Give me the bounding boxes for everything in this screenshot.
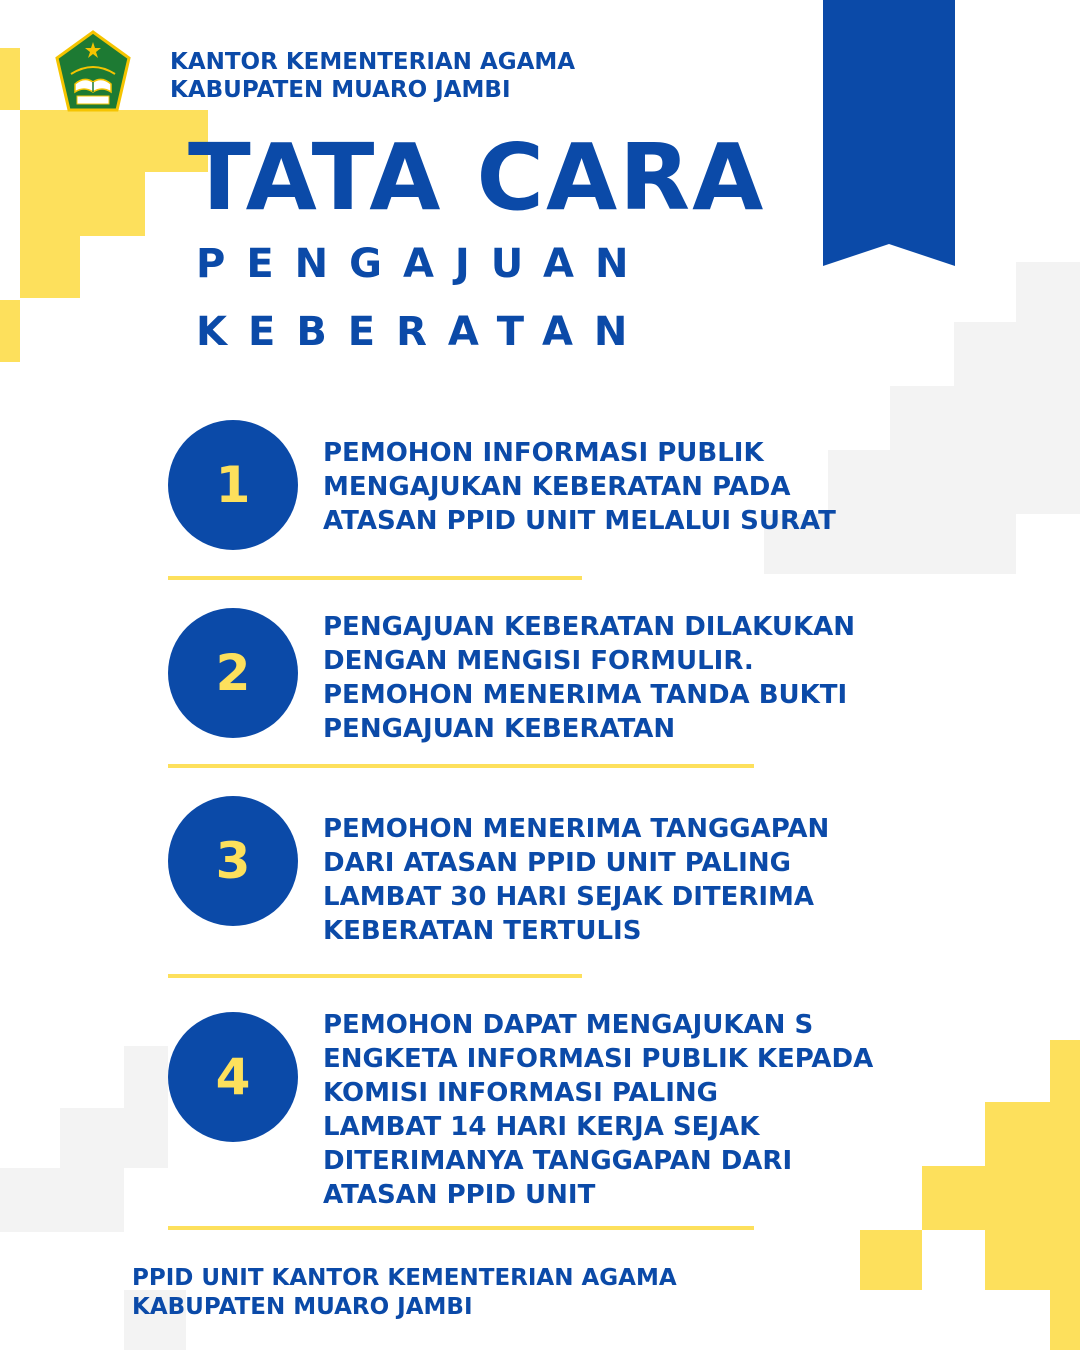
decor-yellow-block — [20, 172, 145, 236]
footer-line-2: KABUPATEN MUARO JAMBI — [132, 1294, 473, 1320]
decor-yellow-block — [1050, 1040, 1080, 1102]
step-description: PEMOHON MENERIMA TANGGAPAN DARI ATASAN PPID UNIT PALING LAMBAT 30 HARI SEJAK DITERIMA KEBERATAN TERTULIS — [323, 814, 830, 946]
decor-yellow-block — [20, 110, 208, 172]
page-subtitle-1: PENGAJUAN — [196, 241, 650, 287]
decor-yellow-block — [0, 300, 20, 362]
decor-gray-block — [954, 322, 1080, 386]
step-divider — [168, 974, 582, 978]
header-line-1: KANTOR KEMENTERIAN AGAMA — [170, 49, 576, 75]
step-number-badge: 4 — [168, 1012, 298, 1142]
page-subtitle-2: KEBERATAN — [196, 309, 649, 355]
step-number-badge: 2 — [168, 608, 298, 738]
step-number-badge: 3 — [168, 796, 298, 926]
step-description: PENGAJUAN KEBERATAN DILAKUKAN DENGAN MENGISI FORMULIR. PEMOHON MENERIMA TANDA BUKTI PENGAJUAN KEBERATAN — [323, 612, 855, 744]
decor-gray-block — [0, 1168, 124, 1232]
footer-office-name — [132, 1264, 677, 1322]
decor-gray-block — [1016, 262, 1080, 322]
step-divider — [168, 1226, 754, 1230]
bookmark-ribbon — [823, 0, 955, 266]
decor-yellow-block — [985, 1102, 1080, 1166]
step-description: PEMOHON INFORMASI PUBLIK MENGAJUKAN KEBERATAN PADA ATASAN PPID UNIT MELALUI SURAT — [323, 438, 836, 536]
step-divider — [168, 764, 754, 768]
step-number-badge: 1 — [168, 420, 298, 550]
decor-gray-block — [124, 1046, 168, 1108]
decor-yellow-block — [1050, 1290, 1080, 1350]
decor-yellow-block — [20, 236, 80, 298]
page-title: TATA CARA — [188, 124, 766, 231]
step-description: PEMOHON DAPAT MENGAJUKAN S ENGKETA INFORMASI PUBLIK KEPADA KOMISI INFORMASI PALING LAMBAT 14 HARI KERJA SEJAK DITERIMANYA TANGGAPAN DARI ATASAN PPID UNIT — [323, 1010, 874, 1210]
header-office-name — [170, 48, 575, 104]
decor-yellow-block — [860, 1230, 922, 1290]
header-line-2: KABUPATEN MUARO JAMBI — [170, 77, 511, 103]
decor-gray-block — [60, 1108, 168, 1168]
decor-yellow-block — [985, 1230, 1080, 1290]
footer-line-1: PPID UNIT KANTOR KEMENTERIAN AGAMA — [132, 1265, 677, 1291]
kemenag-logo — [55, 30, 131, 114]
decor-yellow-block — [0, 48, 20, 110]
step-divider — [168, 576, 582, 580]
decor-yellow-block — [922, 1166, 1080, 1230]
